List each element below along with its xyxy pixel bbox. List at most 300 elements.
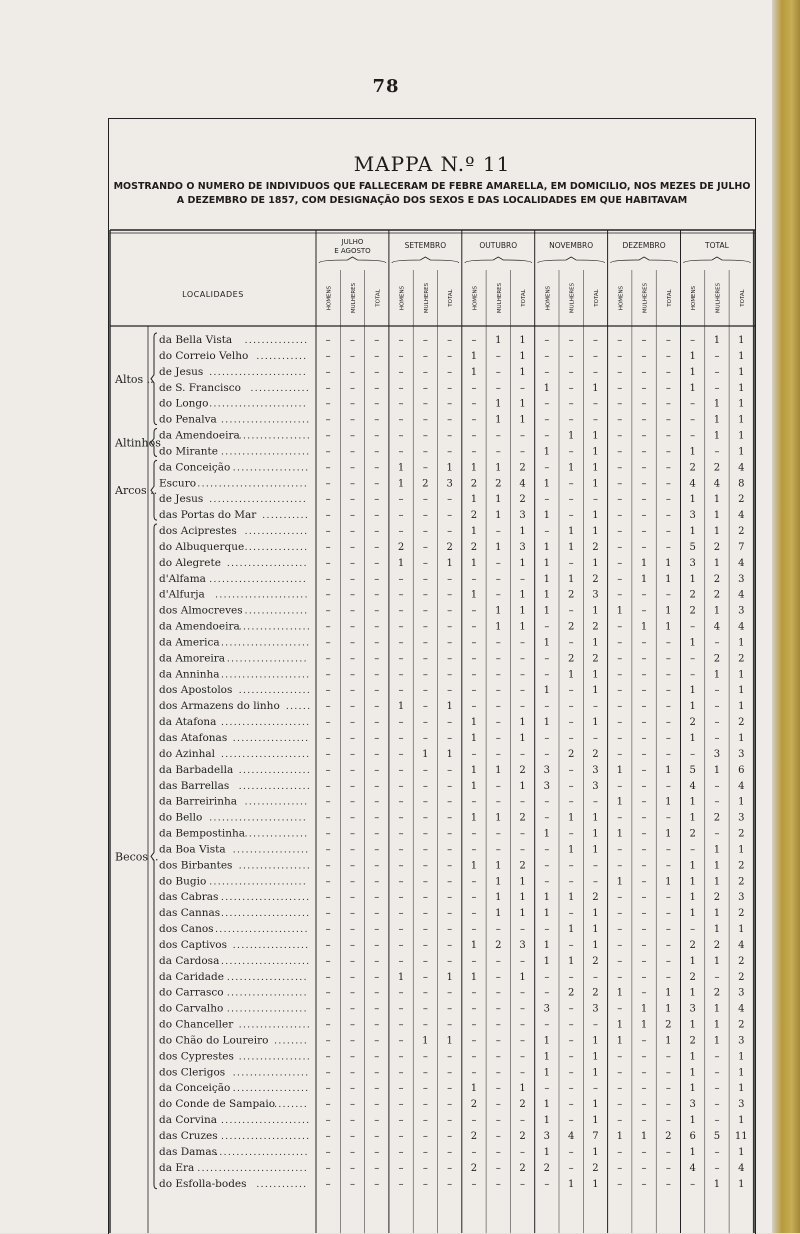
data-cell: –: [325, 335, 331, 346]
data-cell: –: [447, 955, 453, 967]
data-cell: 1: [470, 860, 478, 872]
data-cell: 6: [689, 1131, 696, 1142]
group-label: Arcos ..: [115, 484, 158, 498]
data-cell: 4: [519, 478, 526, 490]
data-cell: 1: [689, 733, 696, 744]
data-cell: 1: [713, 764, 721, 776]
data-cell: 2: [713, 939, 721, 951]
data-cell: –: [617, 382, 623, 394]
data-cell: –: [422, 1003, 428, 1015]
leader-dots: .......................: [209, 495, 308, 506]
data-cell: 7: [592, 1131, 599, 1142]
data-cell: –: [398, 892, 404, 904]
data-cell: –: [349, 971, 355, 983]
data-cell: –: [447, 414, 453, 426]
data-cell: 1: [519, 733, 526, 744]
data-cell: –: [568, 605, 574, 617]
data-cell: 1: [738, 669, 745, 681]
data-cell: –: [665, 669, 671, 681]
data-cell: 1: [543, 1146, 551, 1158]
data-cell: –: [471, 1178, 477, 1190]
row-label: do Conde de Sampaio: [159, 1098, 276, 1111]
data-cell: –: [325, 860, 331, 872]
data-cell: –: [544, 844, 550, 856]
sub-header: HOMENS: [545, 285, 552, 311]
data-cell: 1: [519, 366, 526, 378]
data-cell: –: [544, 462, 550, 474]
data-cell: –: [325, 717, 331, 729]
data-cell: –: [568, 780, 574, 792]
data-cell: 1: [446, 748, 453, 760]
data-cell: 1: [738, 1115, 745, 1127]
data-cell: 1: [397, 462, 405, 474]
data-cell: –: [641, 860, 647, 872]
data-cell: 1: [446, 971, 453, 983]
data-cell: 1: [567, 892, 575, 904]
data-cell: –: [495, 382, 501, 394]
data-cell: –: [374, 1131, 380, 1142]
data-cell: 1: [738, 1178, 745, 1190]
data-cell: –: [471, 430, 477, 442]
row-label: dos Aciprestes: [159, 525, 237, 538]
data-cell: –: [349, 892, 355, 904]
data-cell: 1: [567, 844, 575, 856]
data-cell: –: [422, 987, 428, 999]
data-cell: 1: [689, 494, 696, 506]
data-cell: –: [374, 1019, 380, 1031]
data-cell: –: [617, 955, 623, 967]
data-cell: 1: [616, 876, 623, 888]
data-cell: –: [447, 812, 453, 824]
data-cell: 1: [713, 557, 721, 569]
data-cell: 4: [738, 557, 745, 569]
data-cell: –: [349, 1146, 355, 1158]
data-cell: 1: [738, 366, 745, 378]
data-cell: 1: [592, 717, 599, 729]
data-cell: –: [690, 669, 696, 681]
data-cell: 2: [713, 573, 721, 585]
data-cell: –: [568, 494, 574, 506]
data-cell: 1: [738, 733, 745, 744]
data-cell: –: [592, 1083, 598, 1095]
data-cell: –: [398, 382, 404, 394]
leader-dots: ...............: [244, 542, 309, 553]
data-cell: –: [325, 764, 331, 776]
data-cell: –: [374, 382, 380, 394]
data-cell: 2: [738, 908, 745, 920]
data-cell: –: [617, 398, 623, 410]
row-label: do Mirante: [159, 445, 218, 458]
data-cell: –: [447, 796, 453, 808]
data-cell: –: [325, 701, 331, 713]
sub-header: MULHERES: [569, 282, 576, 314]
data-cell: –: [447, 573, 453, 585]
data-cell: –: [568, 1019, 574, 1031]
data-cell: –: [422, 1019, 428, 1031]
data-cell: 2: [738, 860, 745, 872]
data-cell: –: [495, 589, 501, 601]
data-cell: –: [568, 1067, 574, 1079]
data-cell: 2: [495, 478, 502, 490]
data-cell: –: [714, 382, 720, 394]
data-cell: –: [447, 924, 453, 936]
data-cell: 2: [738, 526, 745, 538]
data-cell: 1: [616, 1035, 623, 1047]
data-cell: 1: [495, 812, 502, 824]
row-label: da America: [159, 636, 220, 649]
data-cell: –: [325, 796, 331, 808]
data-cell: –: [447, 908, 453, 920]
data-cell: –: [617, 860, 623, 872]
data-cell: 4: [738, 510, 745, 522]
data-cell: –: [398, 605, 404, 617]
sub-header: TOTAL: [739, 289, 746, 307]
data-cell: –: [520, 1115, 526, 1127]
data-cell: –: [665, 733, 671, 744]
header-brace: [611, 257, 678, 263]
data-cell: –: [568, 764, 574, 776]
data-cell: –: [568, 701, 574, 713]
leader-dots: ..........................: [197, 1163, 309, 1174]
row-label: da Era: [159, 1161, 195, 1174]
data-cell: –: [617, 494, 623, 506]
data-cell: –: [325, 1067, 331, 1079]
data-cell: 1: [640, 573, 648, 585]
data-cell: –: [374, 414, 380, 426]
data-cell: –: [422, 398, 428, 410]
data-cell: 1: [397, 557, 405, 569]
data-cell: –: [617, 526, 623, 538]
data-cell: –: [398, 510, 404, 522]
data-cell: 1: [713, 494, 721, 506]
data-cell: 4: [713, 478, 721, 490]
leader-dots: .....................: [221, 670, 311, 681]
data-cell: 1: [738, 924, 745, 936]
data-cell: 1: [397, 478, 405, 490]
data-cell: –: [592, 494, 598, 506]
data-cell: –: [665, 414, 671, 426]
data-cell: 1: [616, 605, 623, 617]
leader-dots: ..................: [232, 845, 310, 856]
data-cell: –: [641, 1051, 647, 1063]
data-cell: 1: [519, 398, 526, 410]
data-cell: 1: [543, 717, 551, 729]
data-cell: 2: [592, 653, 599, 665]
data-cell: –: [641, 589, 647, 601]
leader-dots: ...................: [226, 654, 308, 665]
month-header: NOVEMBRO: [549, 241, 594, 250]
data-cell: –: [714, 1162, 720, 1174]
data-cell: 4: [738, 939, 745, 951]
data-cell: 1: [689, 1019, 696, 1031]
data-cell: 1: [592, 526, 599, 538]
data-cell: –: [447, 1146, 453, 1158]
data-cell: –: [544, 414, 550, 426]
data-cell: 1: [446, 701, 453, 713]
data-cell: 6: [738, 764, 745, 776]
data-cell: 2: [519, 1162, 526, 1174]
data-cell: –: [641, 637, 647, 649]
data-cell: –: [641, 1162, 647, 1174]
data-cell: –: [641, 350, 647, 362]
leader-dots: .......................: [209, 574, 308, 585]
data-cell: –: [714, 1115, 720, 1127]
leader-dots: .......................: [209, 399, 308, 410]
data-cell: 1: [519, 557, 526, 569]
month-header: TOTAL: [705, 241, 729, 250]
data-cell: –: [422, 924, 428, 936]
data-cell: –: [592, 876, 598, 888]
data-cell: –: [641, 1115, 647, 1127]
data-cell: –: [617, 733, 623, 744]
data-cell: –: [349, 621, 355, 633]
data-cell: –: [520, 1035, 526, 1047]
data-cell: –: [422, 1115, 428, 1127]
data-cell: –: [665, 366, 671, 378]
data-cell: 2: [446, 541, 453, 553]
leader-dots: ...............: [244, 336, 309, 346]
leader-dots: ...............: [244, 606, 309, 617]
data-cell: 1: [592, 1178, 599, 1190]
leader-dots: ...................: [226, 988, 308, 999]
data-cell: –: [544, 876, 550, 888]
data-cell: 1: [592, 1146, 599, 1158]
data-cell: –: [398, 685, 404, 697]
data-cell: –: [422, 621, 428, 633]
data-cell: –: [520, 955, 526, 967]
data-cell: –: [690, 748, 696, 760]
data-cell: –: [325, 971, 331, 983]
data-cell: –: [398, 764, 404, 776]
sub-header: HOMENS: [618, 285, 625, 311]
row-label: do Bello: [159, 811, 203, 824]
data-cell: –: [544, 494, 550, 506]
data-cell: –: [520, 828, 526, 840]
sub-header: HOMENS: [472, 285, 479, 311]
leader-dots: .....................: [221, 893, 311, 904]
data-cell: –: [325, 987, 331, 999]
data-cell: 1: [519, 526, 526, 538]
data-cell: –: [641, 701, 647, 713]
data-cell: 2: [713, 987, 721, 999]
data-cell: –: [398, 621, 404, 633]
data-cell: –: [471, 828, 477, 840]
data-cell: 3: [519, 541, 526, 553]
data-cell: –: [422, 1178, 428, 1190]
data-cell: 1: [713, 1178, 721, 1190]
data-cell: –: [349, 398, 355, 410]
data-cell: –: [374, 1003, 380, 1015]
data-cell: 2: [470, 1162, 478, 1174]
data-cell: –: [665, 860, 671, 872]
data-cell: –: [495, 1051, 501, 1063]
data-cell: –: [714, 828, 720, 840]
row-label: da Barbadella: [159, 763, 234, 776]
data-cell: 2: [689, 971, 696, 983]
data-cell: 1: [592, 446, 599, 458]
data-cell: –: [398, 717, 404, 729]
data-cell: –: [568, 335, 574, 346]
data-cell: 1: [543, 1099, 551, 1111]
data-cell: 1: [689, 701, 696, 713]
data-cell: 1: [470, 589, 478, 601]
row-label: da Conceição: [159, 461, 231, 474]
data-cell: –: [617, 669, 623, 681]
data-cell: 1: [495, 876, 502, 888]
data-cell: –: [422, 764, 428, 776]
data-cell: –: [398, 669, 404, 681]
data-cell: –: [349, 987, 355, 999]
data-cell: 3: [738, 1099, 745, 1111]
data-cell: 1: [543, 939, 551, 951]
data-cell: –: [447, 844, 453, 856]
data-cell: –: [398, 1035, 404, 1047]
data-cell: –: [641, 335, 647, 346]
leader-dots: ..................: [232, 463, 310, 474]
data-cell: –: [544, 1083, 550, 1095]
data-cell: –: [349, 510, 355, 522]
data-cell: –: [641, 1067, 647, 1079]
data-cell: 1: [470, 526, 478, 538]
data-cell: 2: [519, 1099, 526, 1111]
month-header-line-2: E AGOSTO: [334, 247, 371, 255]
data-cell: 1: [495, 398, 502, 410]
data-cell: –: [325, 924, 331, 936]
data-cell: 2: [665, 1019, 672, 1031]
data-cell: 1: [665, 876, 672, 888]
data-cell: –: [374, 1051, 380, 1063]
data-cell: –: [374, 828, 380, 840]
data-cell: 1: [397, 701, 405, 713]
data-cell: –: [495, 733, 501, 744]
data-cell: –: [690, 414, 696, 426]
data-cell: –: [398, 1146, 404, 1158]
data-cell: –: [641, 605, 647, 617]
data-cell: 4: [738, 780, 745, 792]
data-cell: –: [349, 605, 355, 617]
data-cell: 2: [713, 892, 721, 904]
data-cell: –: [349, 669, 355, 681]
data-cell: –: [447, 637, 453, 649]
data-cell: –: [374, 510, 380, 522]
data-cell: 1: [567, 573, 575, 585]
data-cell: –: [325, 908, 331, 920]
data-cell: –: [325, 1083, 331, 1095]
data-cell: –: [544, 430, 550, 442]
data-cell: –: [617, 717, 623, 729]
data-cell: –: [398, 1051, 404, 1063]
data-cell: –: [544, 860, 550, 872]
data-cell: 2: [567, 621, 575, 633]
page-number: 78: [372, 76, 400, 97]
row-label: dos Apostolos: [159, 684, 233, 697]
sub-header: TOTAL: [448, 289, 455, 307]
data-cell: –: [617, 350, 623, 362]
data-cell: 1: [713, 605, 721, 617]
data-cell: –: [422, 1162, 428, 1174]
data-cell: 1: [592, 669, 599, 681]
data-cell: –: [349, 796, 355, 808]
data-cell: –: [349, 1178, 355, 1190]
data-cell: –: [374, 701, 380, 713]
data-cell: 1: [689, 908, 696, 920]
data-cell: –: [398, 1083, 404, 1095]
data-cell: –: [471, 446, 477, 458]
data-cell: –: [422, 701, 428, 713]
data-cell: 1: [470, 350, 478, 362]
data-cell: –: [325, 494, 331, 506]
data-cell: 1: [567, 526, 575, 538]
data-cell: –: [471, 398, 477, 410]
data-cell: –: [422, 494, 428, 506]
data-cell: –: [325, 430, 331, 442]
data-cell: 1: [689, 446, 696, 458]
data-cell: –: [325, 510, 331, 522]
header-brace: [392, 257, 459, 263]
data-cell: –: [447, 1003, 453, 1015]
data-cell: 2: [713, 812, 721, 824]
data-cell: –: [544, 669, 550, 681]
leader-dots: ............: [256, 351, 308, 362]
data-cell: –: [422, 335, 428, 346]
data-cell: –: [349, 430, 355, 442]
data-cell: 3: [519, 939, 526, 951]
data-cell: 1: [519, 605, 526, 617]
group-label: Altinhos: [115, 436, 161, 450]
data-cell: 4: [689, 1162, 696, 1174]
data-cell: –: [495, 446, 501, 458]
data-cell: –: [374, 908, 380, 920]
data-cell: –: [398, 924, 404, 936]
data-cell: –: [374, 335, 380, 346]
leader-dots: ..............: [250, 383, 311, 394]
data-cell: 1: [665, 605, 672, 617]
data-cell: 1: [567, 924, 575, 936]
data-cell: 1: [713, 430, 721, 442]
data-cell: –: [374, 573, 380, 585]
data-cell: –: [471, 876, 477, 888]
data-cell: 1: [738, 796, 745, 808]
data-cell: –: [495, 701, 501, 713]
data-cell: 2: [592, 1162, 599, 1174]
data-cell: 1: [543, 1067, 551, 1079]
data-cell: –: [665, 350, 671, 362]
data-cell: –: [641, 462, 647, 474]
data-cell: –: [447, 350, 453, 362]
data-cell: –: [447, 430, 453, 442]
data-cell: –: [471, 908, 477, 920]
data-cell: 2: [592, 541, 599, 553]
data-cell: 3: [543, 1003, 551, 1015]
data-cell: –: [617, 637, 623, 649]
data-cell: 1: [543, 908, 551, 920]
data-cell: 1: [713, 414, 721, 426]
data-cell: 1: [592, 1067, 599, 1079]
data-cell: –: [398, 653, 404, 665]
data-cell: –: [544, 1019, 550, 1031]
leader-dots: .....................: [221, 415, 311, 426]
data-cell: –: [447, 335, 453, 346]
data-cell: –: [374, 844, 380, 856]
data-cell: –: [714, 733, 720, 744]
data-cell: –: [568, 685, 574, 697]
data-cell: –: [714, 701, 720, 713]
data-cell: –: [568, 637, 574, 649]
data-cell: –: [714, 637, 720, 649]
data-cell: 1: [543, 1051, 551, 1063]
data-cell: –: [568, 1162, 574, 1174]
data-cell: –: [374, 924, 380, 936]
